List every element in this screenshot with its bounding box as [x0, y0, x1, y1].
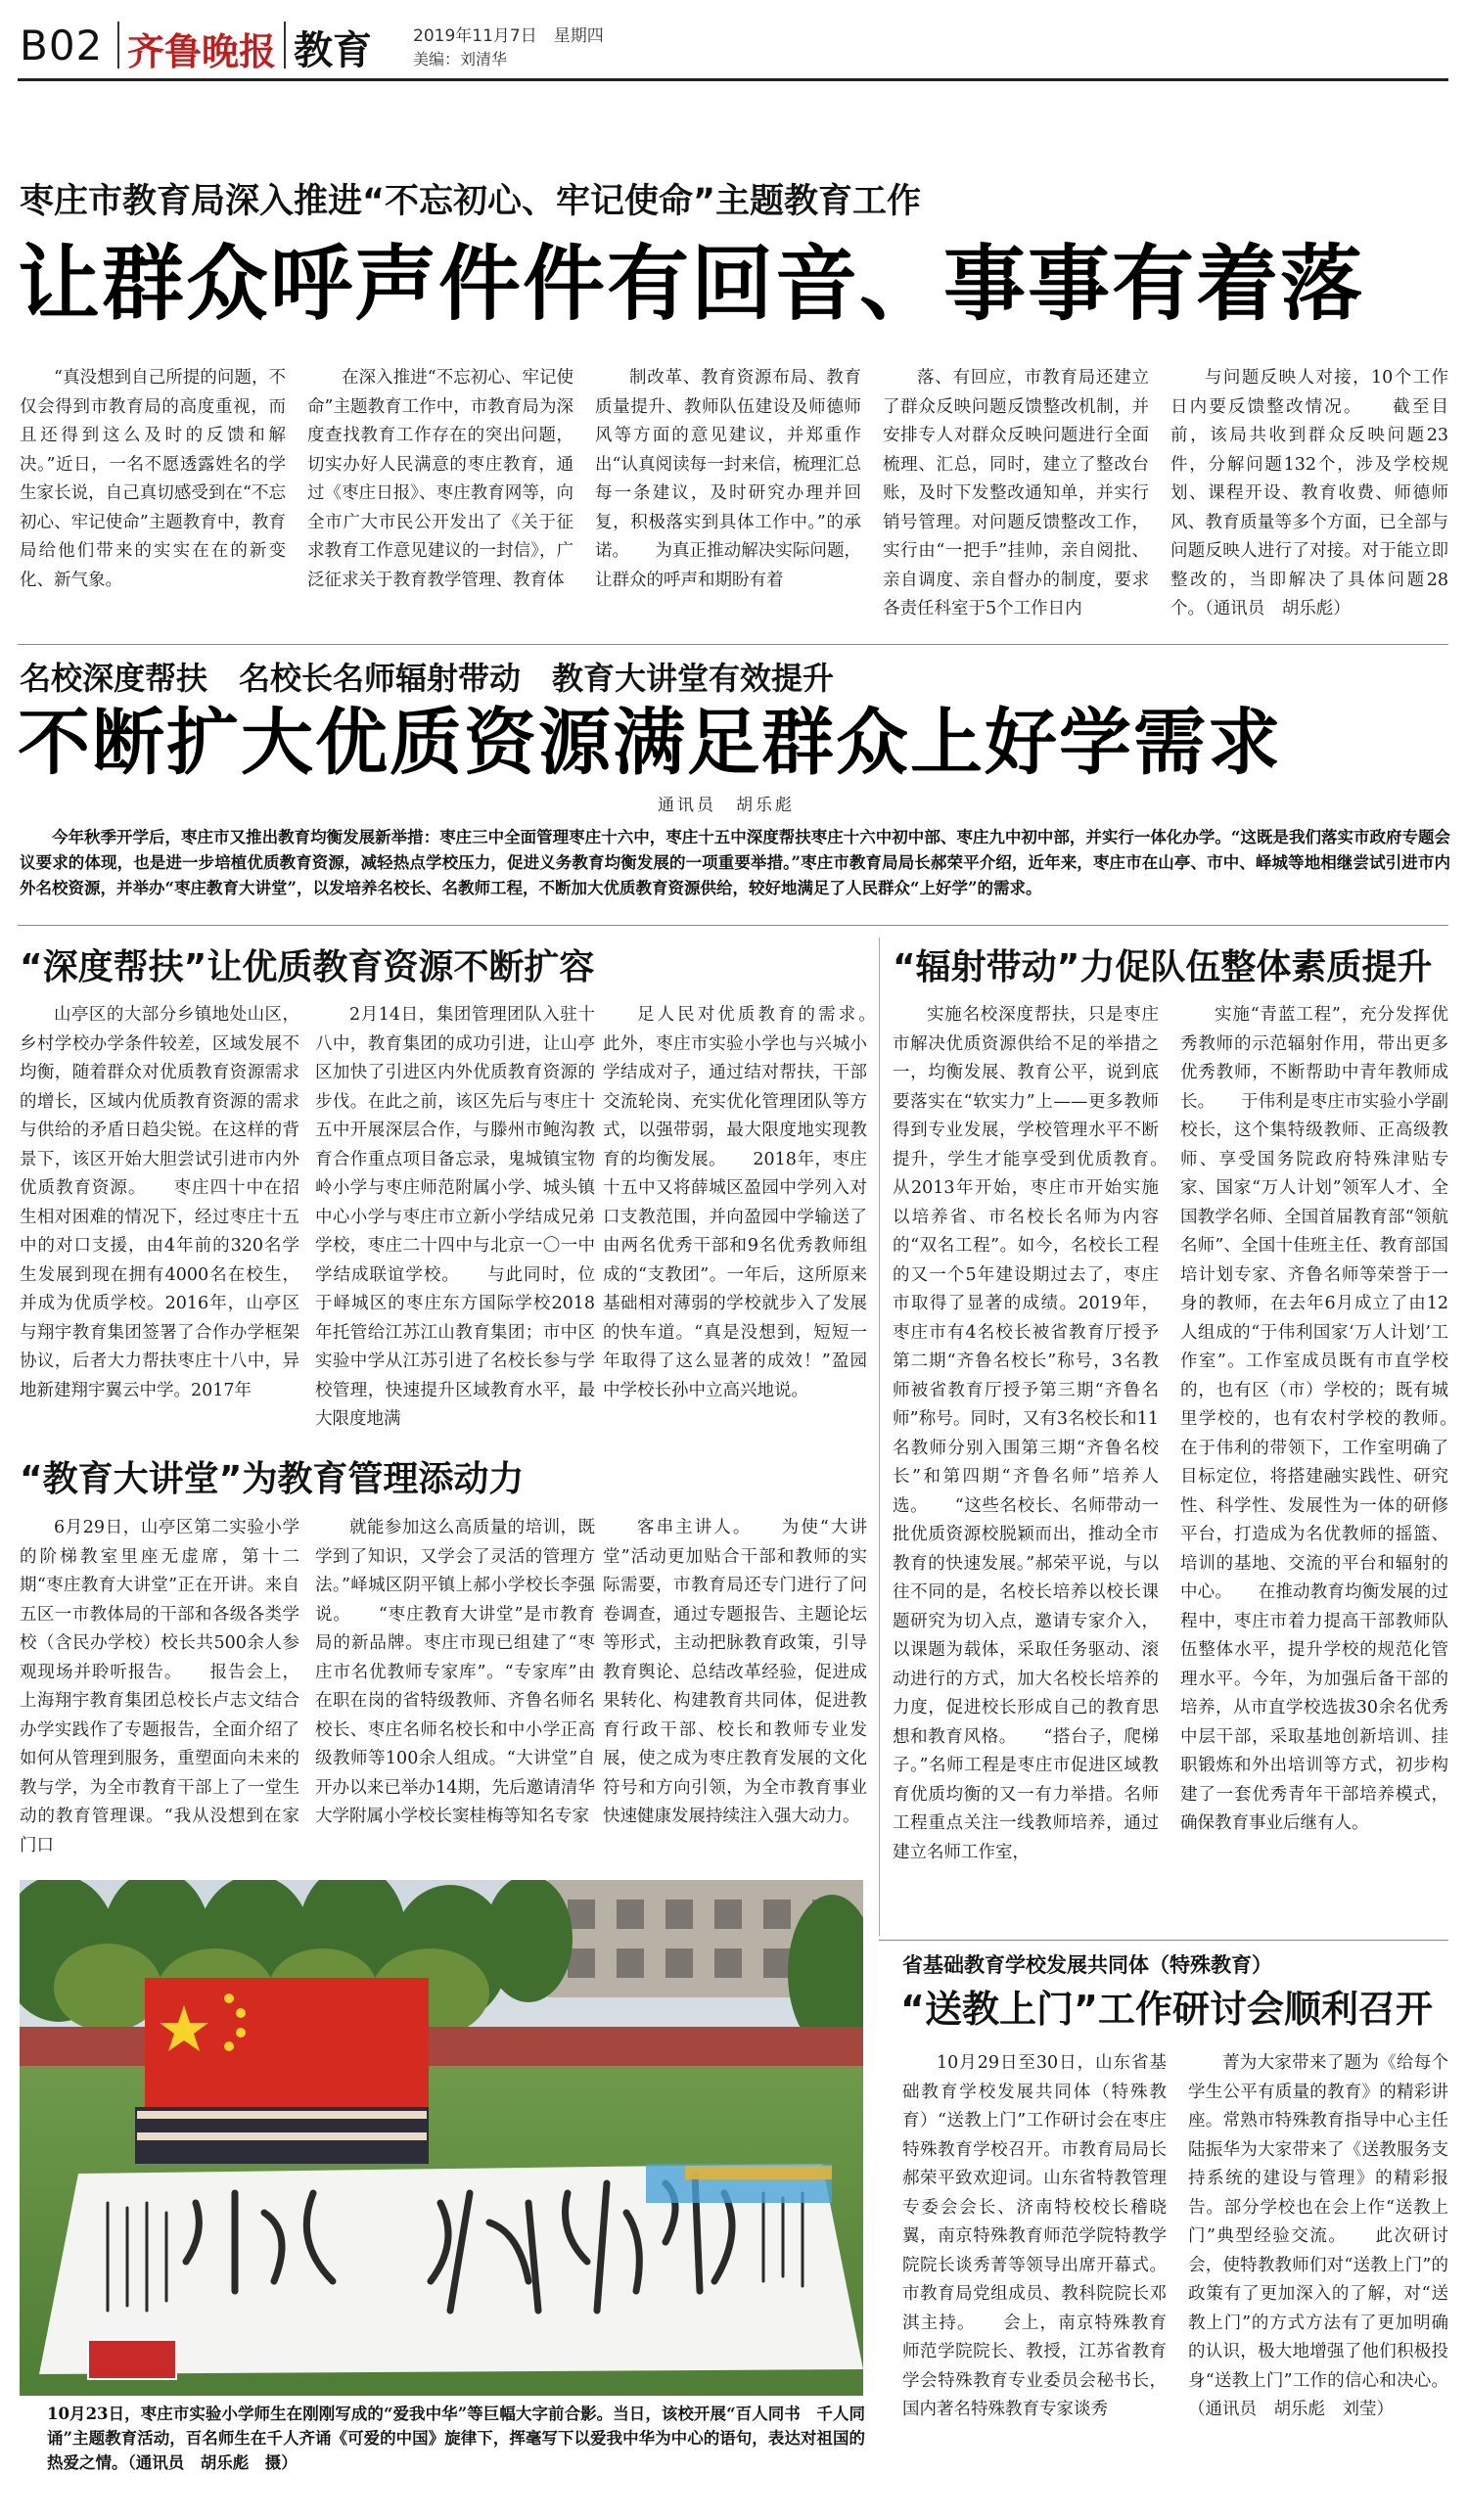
article1-column: 制改革、教育资源布局、教育质量提升、教师队伍建设及师德师风等方面的意见建议，并郑重作出“认真阅读每一封来信，梳理汇总每一条建议，及时研究办理并回复，积极落实到具体工作中。”的承诺。 为真正推动解决实际问题，让群众的呼声和期盼有着 — [595, 368, 861, 590]
column-rule — [879, 938, 880, 1936]
article1-headline: 让群众呼声件件有回音、事事有着落 — [18, 236, 1365, 332]
header-rule — [18, 78, 1448, 81]
section1-column: 2月14日，集团管理团队入驻十八中，教育集团的成功引进，让山亭区加快了引进区内外优质教育资源的步伐。在此之前，该区先后与枣庄十五中开展深层合作，与滕州市鲍沟教育合作重点项目备忘录，鬼城镇宝物岭小学与枣庄师范附属小学、城头镇中心小学与枣庄市立新小学结成兄弟学校，枣庄二十四中与北京一〇一中学结成联谊学校。 与此同时，位于峄城区的枣庄东方国际学校2018年托管给江苏江山教育集团；市中区实验中学从江苏引进了名校长参与学校管理，快速提升区域教育水平，最大限度地满 — [315, 1005, 595, 1429]
article-divider — [879, 1940, 1448, 1941]
section2-column: 实施名校深度帮扶，只是枣庄市解决优质资源供给不足的举措之一，均衡发展、教育公平，说到底要落实在“软实力”上——更多教师得到专业发展，学校管理水平不断提升，学生才能享受到优质教育。 从2013年开始，枣庄市开始实施以培养省、市名校长名师为内容的“双名工程”。如今，名校长工程的又一个5年建设期过去了，枣庄市取得了显著的成绩。2019年，枣庄市有4名校长被省教育厅授予第二期“齐鲁名校长”称号，3名教师被省教育厅授予第三期“齐鲁名师”称号。同时，又有3名校长和11名教师分别入围第三期“齐鲁名校长”和第四期“齐鲁名师”培养人选。 “这些名校长、名师带动一批优质资源校脱颖而出，推动全市教育的快速发展。”郝荣平说，与以往不同的是，名校长培养以校长课题研究为切入点，邀请专家介入，以课题为载体，采取任务驱动、滚动进行的方式，加大名校长培养的力度，促进校长形成自己的教育思想和教育风格。 “搭台子，爬梯子。”名师工程是枣庄市促进区域教育优质均衡的又一有力举措。名师工程重点关注一线教师培养，通过建立名师工作室， — [893, 1005, 1159, 1862]
section3-column: 客串主讲人。 为使“大讲堂”活动更加贴合干部和教师的实际需要，市教育局还专门进行了问卷调查，通过专题报告、主题论坛等形式，主动把脉教育政策，引导教育舆论、总结改革经验，促进成果转化、构建教育共同体，促进教育行政干部、校长和教师专业发展，使之成为枣庄教育发展的文化符号和方向引领，为全市教育事业快速健康发展持续注入强大动力。 — [603, 1518, 867, 1826]
article4-column: 10月29日至30日，山东省基础教育学校发展共同体（特殊教育）“送教上门”工作研讨会在枣庄特殊教育学校召开。市教育局局长郝荣平致欢迎词。山东省特教管理专委会会长、济南特校校长稽晓翼，南京特殊教育师范学院特教学院院长谈秀菁等领导出席开幕式。市教育局党组成员、教科院院长邓淇主持。 会上，南京特殊教育师范学院院长、教授，江苏省教育学会特殊教育专业委员会秘书长，国内著名特殊教育专家谈秀 — [902, 2053, 1167, 2419]
header-divider — [284, 22, 286, 69]
section2-column: 实施“青蓝工程”，充分发挥优秀教师的示范辐射作用，带出更多优秀教师，不断帮助中青年教师成长。 于伟利是枣庄市实验小学副校长，这个集特级教师、正高级教师、享受国务院政府特殊津贴专家、国家“万人计划”领军人才、全国教学名师、全国首届教育部“领航名师”、全国十佳班主任、教育部国培计划专家、齐鲁名师等荣誉于一身的教师，在去年6月成立了由12人组成的“于伟利国家‘万人计划’工作室”。工作室成员既有市直学校的，也有区（市）学校的；既有城里学校的，也有农村学校的教师。 在于伟利的带领下，工作室明确了目标定位，将搭建融实践性、研究性、科学性、发展性为一体的研修平台，打造成为名优教师的摇篮、培训的基地、交流的平台和辐射的中心。 在推动教育均衡发展的过程中，枣庄市着力提高干部教师队伍整体水平，提升学校的规范化管理水平。今年，为加强后备干部的培养，从市直学校选拔30余名优秀中层干部，采取基地创新培训、挂职锻炼和外出培训等方式，初步构建了一套优秀青年干部培养模式，确保教育事业后继有人。 — [1180, 1005, 1448, 1833]
section-name: 教育 — [294, 28, 372, 73]
article2-kicker: 名校深度帮扶 名校长名师辐射带动 教育大讲堂有效提升 — [20, 660, 835, 697]
section1-title: “深度帮扶”让优质教育资源不断扩容 — [20, 947, 595, 987]
article2-lead: 今年秋季开学后，枣庄市又推出教育均衡发展新举措：枣庄三中全面管理枣庄十六中，枣庄十五中深度帮扶枣庄十六中初中部、枣庄九中初中部，并实行一体化办学。“这既是我们落实市政府专题会议要求的体现，也是进一步培植优质教育资源，减轻热点学校压力，促进义务教育均衡发展的一项重要举措。”枣庄市教育局局长郝荣平介绍，近年来，枣庄市在山亭、市中、峄城等地相继尝试引进市内外名校资源，并举办“枣庄教育大讲堂”，以发培养名校长、名教师工程，不断加大优质教育资源供给，较好地满足了人民群众“上好学”的需求。 — [20, 828, 1450, 897]
photo-caption: 10月23日，枣庄市实验小学师生在刚刚写成的“爱我中华”等巨幅大字前合影。当日，该校开展“百人同书 千人同诵”主题教育活动，百名师生在千人齐诵《可爱的中国》旋律下，挥毫写下以爱我中华为中心的语句，表达对祖国的热爱之情。（通讯员 胡乐彪 摄） — [47, 2405, 865, 2472]
article4-column: 菁为大家带来了题为《给每个学生公平有质量的教育》的精彩讲座。常熟市特殊教育指导中心主任陆振华为大家带来了《送教服务支持系统的建设与管理》的精彩报告。部分学校也在会上作“送教上门”典型经验交流。 此次研讨会，使特教教师们对“送教上门”的政策有了更加深入的了解，对“送教上门”的方式方法有了更加明确的认识，极大地增强了他们积极投身“送教上门”工作的信心和决心。（通讯员 胡乐彪 刘莹） — [1188, 2053, 1448, 2419]
issue-date: 2019年11月7日 星期四 — [413, 26, 604, 46]
editor-credit: 美编：刘清华 — [413, 50, 508, 69]
article-divider — [18, 644, 1448, 645]
article1-kicker: 枣庄市教育局深入推进“不忘初心、牢记使命”主题教育工作 — [20, 182, 922, 221]
section1-column: 足人民对优质教育的需求。 此外，枣庄市实验小学也与兴城小学结成对子，通过结对帮扶，干部交流轮岗、充实优化管理团队等方式，以强带弱，最大限度地实现教育的均衡发展。 2018年，枣庄十五中又将薛城区盈园中学列入对口支教范围，并向盈园中学输送了由两名优秀干部和9名优秀教师组成的“支教团”。一年后，这所原来基础相对薄弱的学校就步入了发展的快车道。“真是没想到，短短一年取得了这么显著的成效！”盈园中学校长孙中立高兴地说。 — [603, 1005, 867, 1400]
article2-headline: 不断扩大优质资源满足群众上好学需求 — [18, 701, 1282, 785]
section2-title: “辐射带动”力促队伍整体素质提升 — [893, 947, 1433, 987]
article4-kicker: 省基础教育学校发展共同体（特殊教育） — [902, 1953, 1272, 1977]
article1-column: 与问题反映人对接，10个工作日内要反馈整改情况。 截至目前，该局共收到群众反映问题23件，分解问题132个，涉及学校规划、课程开设、教育收费、师德师风、教育质量等多个方面，已全部与问题反映人进行了对接。对于能立即整改的，当即解决了具体问题28个。（通讯员 胡乐彪） — [1170, 368, 1448, 619]
section3-column: 就能参加这么高质量的培训，既学到了知识，又学会了灵活的管理方法。”峄城区阴平镇上郝小学校长李强说。 “枣庄教育大讲堂”是市教育局的新品牌。枣庄市现已组建了“枣庄市名优教师专家库”。“专家库”由在职在岗的省特级教师、齐鲁名师名校长、枣庄名师名校长和中小学正高级教师等100余人组成。“大讲堂”自开办以来已举办14期，先后邀请清华大学附属小学校长窦桂梅等知名专家 — [315, 1518, 595, 1826]
article1-column: 在深入推进“不忘初心、牢记使命”主题教育工作中，市教育局为深度查找教育工作存在的突出问题，切实办好人民满意的枣庄教育，通过《枣庄日报》、枣庄教育网等，向全市广大市民公开发出了《关于征求教育工作意见建议的一封信》，广泛征求关于教育教学管理、教育体 — [307, 368, 573, 590]
lead-divider — [18, 925, 1448, 926]
header-divider — [117, 22, 119, 69]
newspaper-logo: 齐鲁晚报 — [127, 29, 277, 73]
article2-byline: 通讯员 胡乐彪 — [658, 796, 795, 815]
page-number: B02 — [20, 22, 104, 69]
photo-illustration — [20, 1880, 863, 2396]
section3-column: 6月29日，山亭区第二实验小学的阶梯教室里座无虚席，第十二期“枣庄教育大讲堂”正在开讲。来自五区一市教体局的干部和各级各类学校（含民办学校）校长共500余人参观现场并聆听报告。 报告会上，上海翔宇教育集团总校长卢志文结合办学实践作了专题报告，全面介绍了如何从管理到服务，重塑面向未来的教与学，为全市教育干部上了一堂生动的教育管理课。“我从没想到在家门口 — [20, 1518, 299, 1856]
section1-column: 山亭区的大部分乡镇地处山区，乡村学校办学条件较差，区域发展不均衡，随着群众对优质教育资源需求的增长，区域内优质教育资源的需求与供给的矛盾日趋尖锐。在这样的背景下，该区开始大胆尝试引进市内外优质教育资源。 枣庄四十中在招生相对困难的情况下，经过枣庄十五中的对口支援，由4年前的320名学生发展到现在拥有4000名在校生，并成为优质学校。2016年，山亭区与翔宇教育集团签署了合作办学框架协议，后者大力帮扶枣庄十八中，异地新建翔宇翼云中学。2017年 — [20, 1005, 299, 1400]
news-photo — [20, 1880, 863, 2396]
article1-column: 落、有回应，市教育局还建立了群众反映问题反馈整改机制，并安排专人对群众反映问题进行全面梳理、汇总，同时，建立了整改台账，及时下发整改通知单，并实行销号管理。对问题反馈整改工作，实行由“一把手”挂帅，亲自阅批、亲自调度、亲自督办的制度，要求各责任科室于5个工作日内 — [883, 368, 1149, 619]
article1-column: “真没想到自己所提的问题，不仅会得到市教育局的高度重视，而且还得到这么及时的反馈和解决。”近日，一名不愿透露姓名的学生家长说，自己真切感受到在“不忘初心、牢记使命”主题教育中，教育局给他们带来的实实在在的新变化、新气象。 — [20, 368, 286, 590]
section3-title: “教育大讲堂”为教育管理添动力 — [20, 1459, 525, 1499]
article4-headline: “送教上门”工作研讨会顺利召开 — [900, 1988, 1433, 2031]
